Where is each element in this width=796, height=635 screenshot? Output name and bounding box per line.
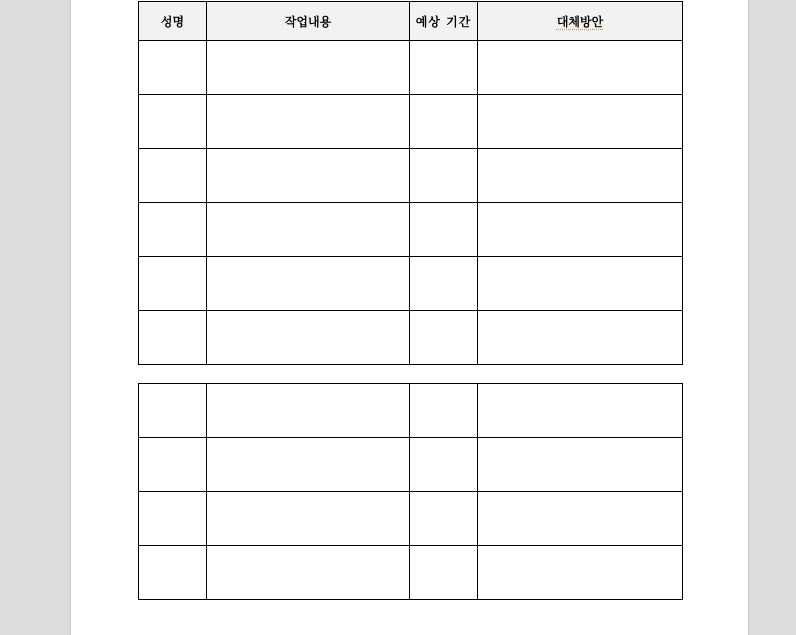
name-cell[interactable]: [139, 492, 207, 546]
expected-period-cell[interactable]: [410, 203, 478, 257]
expected-period-cell[interactable]: [410, 41, 478, 95]
work-content-cell[interactable]: [207, 492, 410, 546]
work-content-cell[interactable]: [207, 41, 410, 95]
alternative-cell[interactable]: [478, 438, 683, 492]
alternative-cell[interactable]: [478, 492, 683, 546]
alternative-cell[interactable]: [478, 95, 683, 149]
alternative-cell[interactable]: [478, 311, 683, 365]
work-plan-table-continued: [138, 383, 683, 600]
table-row: [139, 149, 683, 203]
work-content-cell[interactable]: [207, 384, 410, 438]
header-expected-period[interactable]: 예상 기간: [410, 2, 478, 41]
work-content-cell[interactable]: [207, 546, 410, 600]
table-row: [139, 311, 683, 365]
table-row: [139, 95, 683, 149]
document-page: [70, 0, 749, 635]
expected-period-cell[interactable]: [410, 149, 478, 203]
alternative-cell[interactable]: [478, 149, 683, 203]
name-cell[interactable]: [139, 41, 207, 95]
alternative-cell[interactable]: [478, 257, 683, 311]
expected-period-cell[interactable]: [410, 257, 478, 311]
work-content-cell[interactable]: [207, 203, 410, 257]
name-cell[interactable]: [139, 384, 207, 438]
expected-period-cell[interactable]: [410, 546, 478, 600]
table-row: [139, 41, 683, 95]
name-cell[interactable]: [139, 311, 207, 365]
table-row: [139, 257, 683, 311]
alternative-cell[interactable]: [478, 384, 683, 438]
table-row: [139, 438, 683, 492]
header-work-content[interactable]: 작업내용: [207, 2, 410, 41]
expected-period-cell[interactable]: [410, 95, 478, 149]
name-cell[interactable]: [139, 257, 207, 311]
alternative-cell[interactable]: [478, 203, 683, 257]
work-content-cell[interactable]: [207, 257, 410, 311]
header-row: [139, 2, 683, 41]
work-content-cell[interactable]: [207, 311, 410, 365]
table-row: [139, 546, 683, 600]
work-content-cell[interactable]: [207, 149, 410, 203]
expected-period-cell[interactable]: [410, 384, 478, 438]
expected-period-cell[interactable]: [410, 311, 478, 365]
alternative-cell[interactable]: [478, 546, 683, 600]
work-content-cell[interactable]: [207, 95, 410, 149]
header-name[interactable]: 성명: [139, 2, 207, 41]
name-cell[interactable]: [139, 546, 207, 600]
header-alternative[interactable]: 대체방안: [478, 2, 683, 41]
name-cell[interactable]: [139, 438, 207, 492]
table-row: [139, 492, 683, 546]
alternative-cell[interactable]: [478, 41, 683, 95]
table-row: [139, 384, 683, 438]
name-cell[interactable]: [139, 203, 207, 257]
name-cell[interactable]: [139, 95, 207, 149]
table-row: [139, 203, 683, 257]
expected-period-cell[interactable]: [410, 492, 478, 546]
work-content-cell[interactable]: [207, 438, 410, 492]
work-plan-table: [138, 1, 683, 365]
name-cell[interactable]: [139, 149, 207, 203]
expected-period-cell[interactable]: [410, 438, 478, 492]
